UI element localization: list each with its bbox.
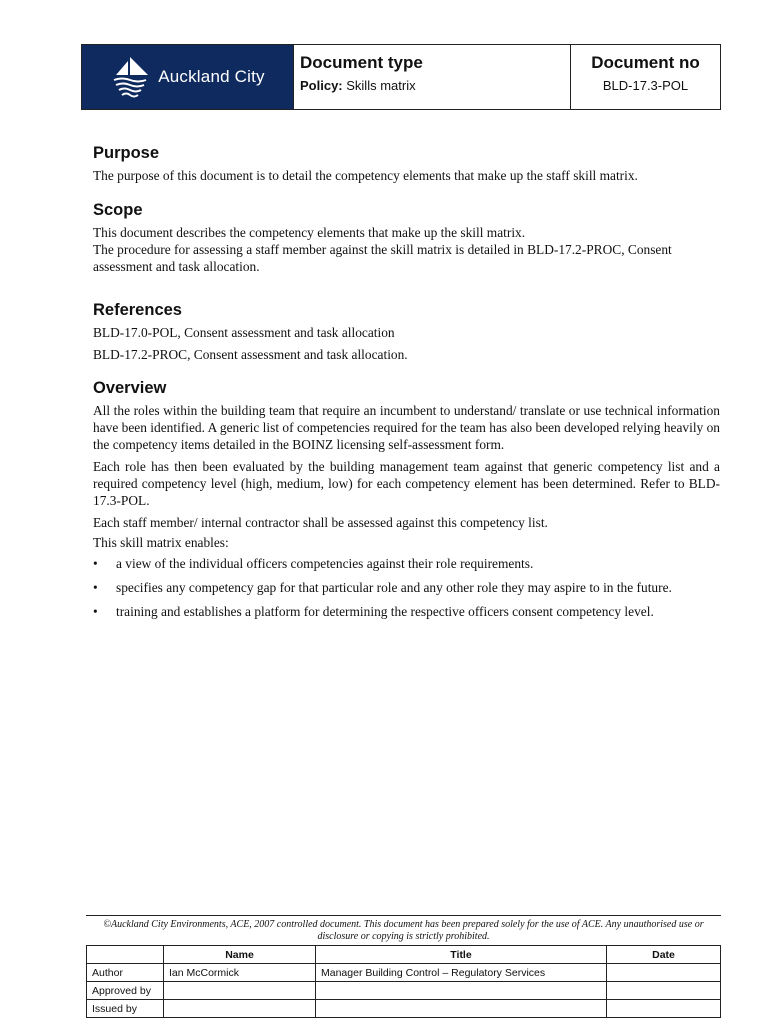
date-cell <box>607 982 721 1000</box>
list-item-text: a view of the individual officers competencies against their role requirements. <box>116 556 534 571</box>
name-cell <box>164 1000 316 1018</box>
name-cell <box>164 982 316 1000</box>
date-cell <box>607 964 721 982</box>
list-item-text: training and establishes a platform for determining the respective officers consent competency level. <box>116 604 654 619</box>
role-cell: Approved by <box>87 982 164 1000</box>
table-row <box>87 1000 721 1018</box>
column-header: Name <box>164 946 316 964</box>
overview-paragraph-1: All the roles within the building team that require an incumbent to understand/ translate or use technical information have been identified. A generic list of competencies required for the team has also been developed relying heavily on the competency items detailed in the BOINZ licensing self-assessment form. <box>93 403 720 452</box>
table-row <box>87 964 721 982</box>
policy-value: Skills matrix <box>346 78 416 93</box>
overview-section <box>93 379 720 620</box>
reference-item: BLD-17.0-POL, Consent assessment and task allocation <box>93 325 395 340</box>
document-type-value <box>300 78 570 93</box>
logo-text: Auckland City <box>158 67 265 86</box>
column-header: Date <box>607 946 721 964</box>
enables-list <box>93 555 720 620</box>
document-type-cell <box>293 45 570 109</box>
bullet-icon: • <box>93 556 98 571</box>
references-heading: References <box>93 301 182 319</box>
column-header <box>87 946 164 964</box>
overview-paragraph-3: Each staff member/ internal contractor shall be assessed against this competency list. <box>93 515 548 530</box>
title-cell <box>316 1000 607 1018</box>
role-cell: Author <box>87 964 164 982</box>
column-header: Title <box>316 946 607 964</box>
scope-text-1: This document describes the competency elements that make up the skill matrix. <box>93 225 526 240</box>
copyright-notice: ©Auckland City Environments, ACE, 2007 controlled document. This document has been prepared solely for the use of ACE. Any unauthorised use or disclosure or copying is strictly prohibited. <box>103 919 704 942</box>
bullet-icon: • <box>93 580 98 595</box>
purpose-section <box>93 144 720 184</box>
auckland-city-sail-logo-icon <box>110 55 150 99</box>
document-header <box>81 44 721 110</box>
role-cell: Issued by <box>87 1000 164 1018</box>
approval-table <box>86 945 721 1018</box>
overview-heading: Overview <box>93 379 167 397</box>
list-item <box>93 603 720 620</box>
bullet-icon: • <box>93 604 98 619</box>
policy-label: Policy: <box>300 78 343 93</box>
document-footer <box>86 915 721 1018</box>
list-item <box>93 555 720 572</box>
scope-heading: Scope <box>93 201 143 219</box>
list-item <box>93 579 720 596</box>
title-cell: Manager Building Control – Regulatory Services <box>316 964 607 982</box>
document-number-heading: Document no <box>591 53 700 72</box>
table-header-row <box>87 946 721 964</box>
purpose-heading: Purpose <box>93 144 160 162</box>
date-cell <box>607 1000 721 1018</box>
document-number-cell <box>570 45 720 109</box>
references-section <box>93 301 720 363</box>
document-body <box>93 144 720 627</box>
table-row <box>87 982 721 1000</box>
title-cell <box>316 982 607 1000</box>
name-cell: Ian McCormick <box>164 964 316 982</box>
purpose-text: The purpose of this document is to detail the competency elements that make up the staff skill matrix. <box>93 168 638 183</box>
document-type-heading: Document type <box>300 53 423 72</box>
scope-text-2: The procedure for assessing a staff member against the skill matrix is detailed in BLD-17.2-PROC, Consent assessment and task allocation. <box>93 242 672 274</box>
overview-paragraph-2: Each role has then been evaluated by the building management team against that generic competency list and a required competency level (high, medium, low) for each competency element has been determined. Refer to BLD-17.3-POL. <box>93 459 720 508</box>
list-item-text: specifies any competency gap for that particular role and any other role they may aspire to in the future. <box>116 580 672 595</box>
document-number-value: BLD-17.3-POL <box>602 78 689 93</box>
reference-item: BLD-17.2-PROC, Consent assessment and task allocation. <box>93 347 408 362</box>
overview-paragraph-4: This skill matrix enables: <box>93 535 229 550</box>
logo <box>82 45 293 109</box>
scope-section <box>93 201 720 275</box>
